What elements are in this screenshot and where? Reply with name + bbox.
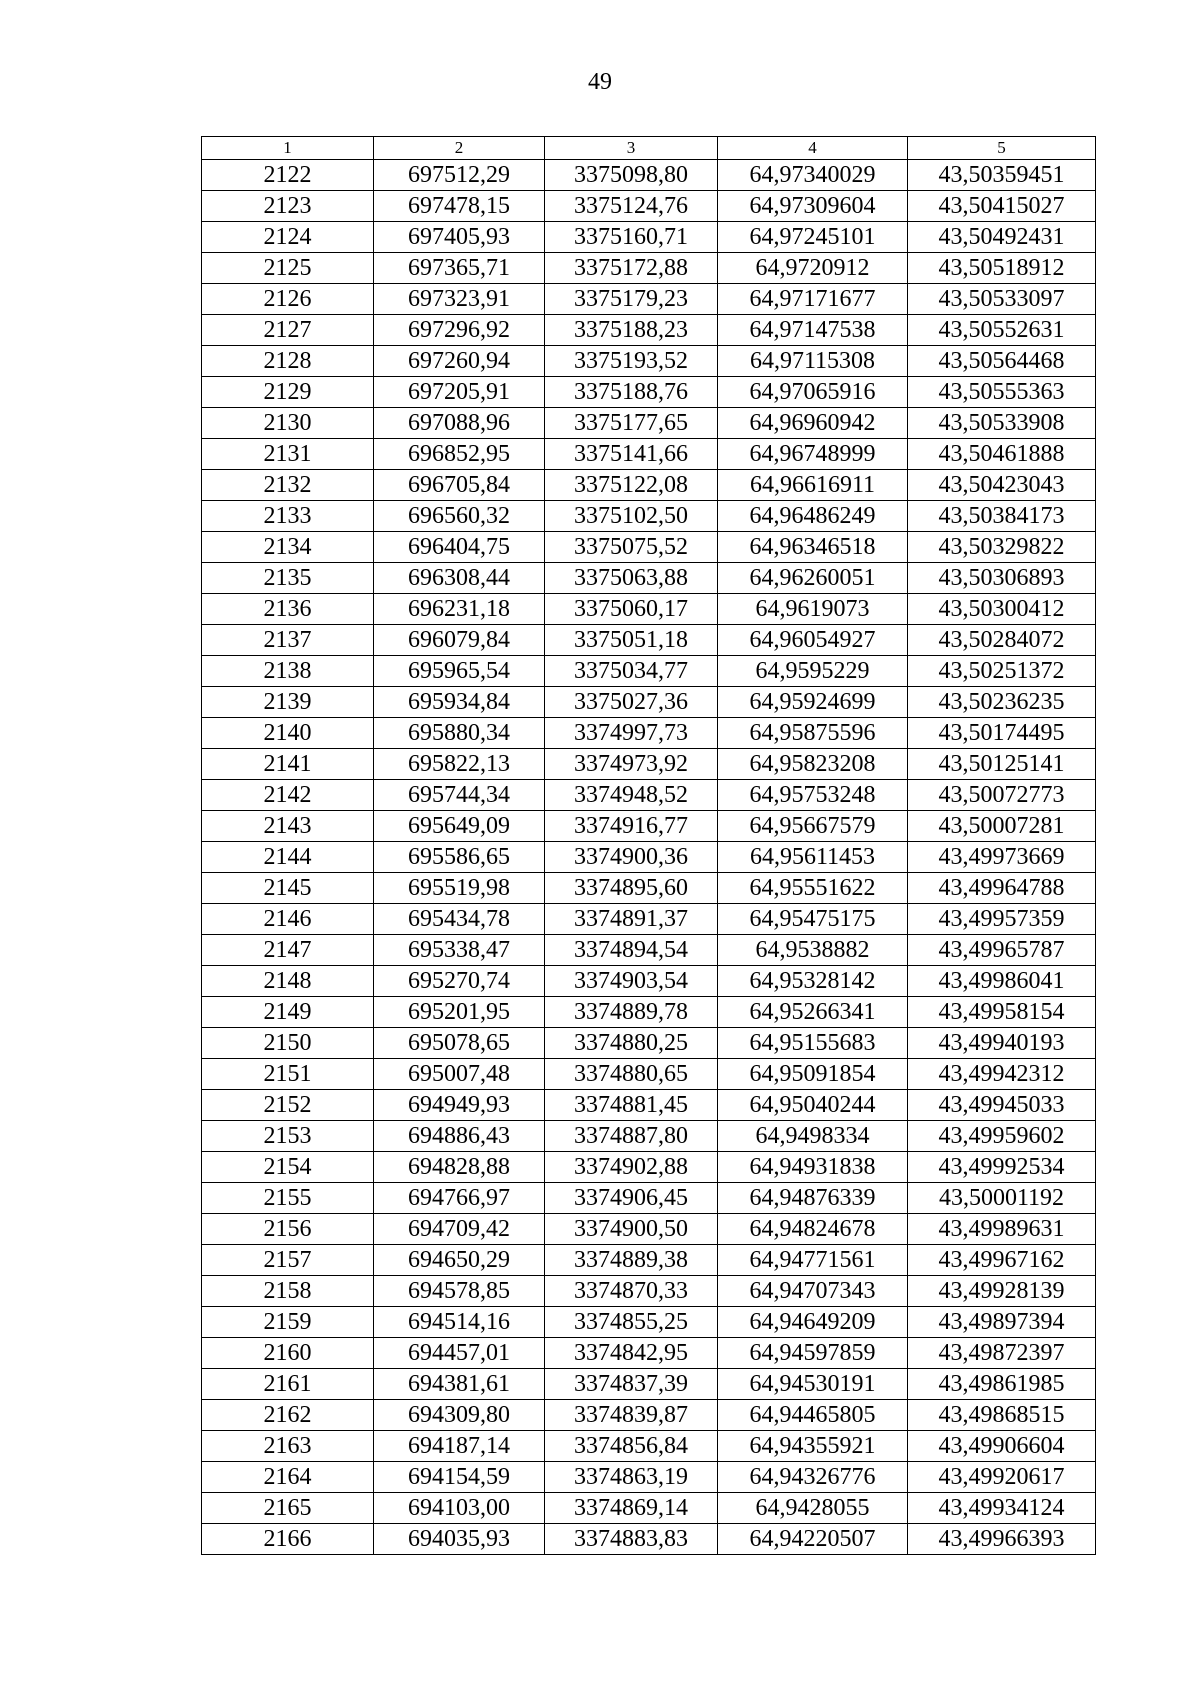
table-cell: 2142 bbox=[202, 780, 374, 811]
table-cell: 3375122,08 bbox=[545, 470, 718, 501]
table-cell: 3374900,50 bbox=[545, 1214, 718, 1245]
column-header: 5 bbox=[908, 137, 1096, 160]
table-cell: 3374883,83 bbox=[545, 1524, 718, 1555]
table-cell: 3375160,71 bbox=[545, 222, 718, 253]
table-cell: 64,9498334 bbox=[718, 1121, 908, 1152]
table-cell: 3374881,45 bbox=[545, 1090, 718, 1121]
table-cell: 2153 bbox=[202, 1121, 374, 1152]
table-row bbox=[202, 1028, 1096, 1059]
table-cell: 3374839,87 bbox=[545, 1400, 718, 1431]
table-cell: 3374902,88 bbox=[545, 1152, 718, 1183]
table-cell: 695965,54 bbox=[374, 656, 545, 687]
table-cell: 43,49934124 bbox=[908, 1493, 1096, 1524]
table-cell: 696308,44 bbox=[374, 563, 545, 594]
table-row bbox=[202, 1462, 1096, 1493]
table-cell: 43,49973669 bbox=[908, 842, 1096, 873]
table-cell: 43,49868515 bbox=[908, 1400, 1096, 1431]
table-row bbox=[202, 501, 1096, 532]
table-cell: 3374869,14 bbox=[545, 1493, 718, 1524]
table-cell: 43,50533097 bbox=[908, 284, 1096, 315]
table-cell: 696079,84 bbox=[374, 625, 545, 656]
table-cell: 2144 bbox=[202, 842, 374, 873]
table-row bbox=[202, 842, 1096, 873]
table-cell: 43,49957359 bbox=[908, 904, 1096, 935]
table-cell: 694457,01 bbox=[374, 1338, 545, 1369]
table-header-row bbox=[202, 137, 1096, 160]
table-cell: 3375179,23 bbox=[545, 284, 718, 315]
table-row bbox=[202, 191, 1096, 222]
table-cell: 64,94824678 bbox=[718, 1214, 908, 1245]
table-cell: 2156 bbox=[202, 1214, 374, 1245]
table-cell: 64,95475175 bbox=[718, 904, 908, 935]
table-cell: 64,9720912 bbox=[718, 253, 908, 284]
table-cell: 3375063,88 bbox=[545, 563, 718, 594]
table-cell: 43,49945033 bbox=[908, 1090, 1096, 1121]
column-header: 2 bbox=[374, 137, 545, 160]
table-cell: 3375141,66 bbox=[545, 439, 718, 470]
table-cell: 64,94355921 bbox=[718, 1431, 908, 1462]
table-cell: 694650,29 bbox=[374, 1245, 545, 1276]
table-cell: 64,95875596 bbox=[718, 718, 908, 749]
table-row bbox=[202, 904, 1096, 935]
table-row bbox=[202, 284, 1096, 315]
table-cell: 695078,65 bbox=[374, 1028, 545, 1059]
table-cell: 3375075,52 bbox=[545, 532, 718, 563]
table-cell: 43,50284072 bbox=[908, 625, 1096, 656]
table-cell: 2139 bbox=[202, 687, 374, 718]
table-cell: 2150 bbox=[202, 1028, 374, 1059]
table-cell: 64,94326776 bbox=[718, 1462, 908, 1493]
table-cell: 694154,59 bbox=[374, 1462, 545, 1493]
table-cell: 64,97115308 bbox=[718, 346, 908, 377]
table-cell: 64,94649209 bbox=[718, 1307, 908, 1338]
table-cell: 694949,93 bbox=[374, 1090, 545, 1121]
table-cell: 695744,34 bbox=[374, 780, 545, 811]
table-cell: 43,50359451 bbox=[908, 160, 1096, 191]
table-cell: 64,94771561 bbox=[718, 1245, 908, 1276]
table-cell: 43,49986041 bbox=[908, 966, 1096, 997]
table-cell: 64,94220507 bbox=[718, 1524, 908, 1555]
table-cell: 64,97147538 bbox=[718, 315, 908, 346]
table-cell: 694381,61 bbox=[374, 1369, 545, 1400]
table-cell: 43,49861985 bbox=[908, 1369, 1096, 1400]
table-cell: 3375060,17 bbox=[545, 594, 718, 625]
table-cell: 694886,43 bbox=[374, 1121, 545, 1152]
table-cell: 695586,65 bbox=[374, 842, 545, 873]
table-body bbox=[202, 160, 1096, 1555]
table-cell: 3375188,23 bbox=[545, 315, 718, 346]
table-cell: 43,49940193 bbox=[908, 1028, 1096, 1059]
table-cell: 64,96960942 bbox=[718, 408, 908, 439]
table-cell: 3374880,25 bbox=[545, 1028, 718, 1059]
table-cell: 43,50329822 bbox=[908, 532, 1096, 563]
table-cell: 2130 bbox=[202, 408, 374, 439]
table-cell: 43,49897394 bbox=[908, 1307, 1096, 1338]
table-cell: 694309,80 bbox=[374, 1400, 545, 1431]
table-cell: 64,95328142 bbox=[718, 966, 908, 997]
table-cell: 694035,93 bbox=[374, 1524, 545, 1555]
table-cell: 3374948,52 bbox=[545, 780, 718, 811]
table-cell: 695270,74 bbox=[374, 966, 545, 997]
table-cell: 64,95266341 bbox=[718, 997, 908, 1028]
table-cell: 3374903,54 bbox=[545, 966, 718, 997]
table-cell: 43,50174495 bbox=[908, 718, 1096, 749]
table-cell: 43,50072773 bbox=[908, 780, 1096, 811]
table-cell: 695338,47 bbox=[374, 935, 545, 966]
table-cell: 2146 bbox=[202, 904, 374, 935]
table-cell: 64,94876339 bbox=[718, 1183, 908, 1214]
table-cell: 2158 bbox=[202, 1276, 374, 1307]
table-row bbox=[202, 222, 1096, 253]
column-header: 4 bbox=[718, 137, 908, 160]
table-row bbox=[202, 1400, 1096, 1431]
table-cell: 694103,00 bbox=[374, 1493, 545, 1524]
table-cell: 3375188,76 bbox=[545, 377, 718, 408]
table-cell: 3374891,37 bbox=[545, 904, 718, 935]
table-row bbox=[202, 1524, 1096, 1555]
table-cell: 64,94931838 bbox=[718, 1152, 908, 1183]
table-cell: 64,94597859 bbox=[718, 1338, 908, 1369]
table-row bbox=[202, 470, 1096, 501]
table-cell: 3374870,33 bbox=[545, 1276, 718, 1307]
table-cell: 2147 bbox=[202, 935, 374, 966]
table-cell: 64,94530191 bbox=[718, 1369, 908, 1400]
table-cell: 43,49992534 bbox=[908, 1152, 1096, 1183]
table-cell: 43,50564468 bbox=[908, 346, 1096, 377]
table-cell: 3374906,45 bbox=[545, 1183, 718, 1214]
table-cell: 697205,91 bbox=[374, 377, 545, 408]
coordinates-table bbox=[201, 136, 1096, 1555]
table-cell: 3374837,39 bbox=[545, 1369, 718, 1400]
table-cell: 2157 bbox=[202, 1245, 374, 1276]
table-cell: 2148 bbox=[202, 966, 374, 997]
table-cell: 2125 bbox=[202, 253, 374, 284]
table-cell: 2160 bbox=[202, 1338, 374, 1369]
table-cell: 2132 bbox=[202, 470, 374, 501]
table-row bbox=[202, 1493, 1096, 1524]
table-cell: 43,50001192 bbox=[908, 1183, 1096, 1214]
table-cell: 696852,95 bbox=[374, 439, 545, 470]
table-cell: 2163 bbox=[202, 1431, 374, 1462]
table-cell: 2126 bbox=[202, 284, 374, 315]
table-cell: 2136 bbox=[202, 594, 374, 625]
table-cell: 43,49872397 bbox=[908, 1338, 1096, 1369]
table-cell: 3374889,78 bbox=[545, 997, 718, 1028]
table-cell: 3374997,73 bbox=[545, 718, 718, 749]
table-cell: 2133 bbox=[202, 501, 374, 532]
table-cell: 2141 bbox=[202, 749, 374, 780]
table-cell: 3374863,19 bbox=[545, 1462, 718, 1493]
table-cell: 64,95823208 bbox=[718, 749, 908, 780]
table-cell: 2159 bbox=[202, 1307, 374, 1338]
table-cell: 695007,48 bbox=[374, 1059, 545, 1090]
table-cell: 43,50552631 bbox=[908, 315, 1096, 346]
table-cell: 3375051,18 bbox=[545, 625, 718, 656]
table-row bbox=[202, 1276, 1096, 1307]
table-cell: 2154 bbox=[202, 1152, 374, 1183]
table-row bbox=[202, 315, 1096, 346]
table-cell: 64,96054927 bbox=[718, 625, 908, 656]
table-cell: 43,50384173 bbox=[908, 501, 1096, 532]
table-cell: 697365,71 bbox=[374, 253, 545, 284]
table-cell: 695822,13 bbox=[374, 749, 545, 780]
table-cell: 43,49967162 bbox=[908, 1245, 1096, 1276]
table-cell: 694766,97 bbox=[374, 1183, 545, 1214]
table-row bbox=[202, 966, 1096, 997]
table-cell: 694578,85 bbox=[374, 1276, 545, 1307]
table-cell: 43,50007281 bbox=[908, 811, 1096, 842]
table-cell: 695880,34 bbox=[374, 718, 545, 749]
table-row bbox=[202, 1059, 1096, 1090]
table-row bbox=[202, 1338, 1096, 1369]
table-cell: 64,97340029 bbox=[718, 160, 908, 191]
table-row bbox=[202, 873, 1096, 904]
table-cell: 2161 bbox=[202, 1369, 374, 1400]
table-cell: 64,96748999 bbox=[718, 439, 908, 470]
table-cell: 2149 bbox=[202, 997, 374, 1028]
table-cell: 3375102,50 bbox=[545, 501, 718, 532]
table-cell: 64,94465805 bbox=[718, 1400, 908, 1431]
table-row bbox=[202, 1431, 1096, 1462]
table-cell: 43,50492431 bbox=[908, 222, 1096, 253]
table-cell: 2134 bbox=[202, 532, 374, 563]
table-cell: 64,97245101 bbox=[718, 222, 908, 253]
table-cell: 43,50518912 bbox=[908, 253, 1096, 284]
table-row bbox=[202, 439, 1096, 470]
table-row bbox=[202, 408, 1096, 439]
table-row bbox=[202, 346, 1096, 377]
table-cell: 3374900,36 bbox=[545, 842, 718, 873]
column-header: 3 bbox=[545, 137, 718, 160]
table-cell: 43,50415027 bbox=[908, 191, 1096, 222]
table-cell: 2151 bbox=[202, 1059, 374, 1090]
table-cell: 64,9619073 bbox=[718, 594, 908, 625]
table-row bbox=[202, 1152, 1096, 1183]
table-row bbox=[202, 563, 1096, 594]
table-cell: 3374880,65 bbox=[545, 1059, 718, 1090]
table-cell: 64,95155683 bbox=[718, 1028, 908, 1059]
table-row bbox=[202, 1214, 1096, 1245]
table-cell: 2138 bbox=[202, 656, 374, 687]
table-cell: 64,97065916 bbox=[718, 377, 908, 408]
table-cell: 2131 bbox=[202, 439, 374, 470]
table-cell: 2166 bbox=[202, 1524, 374, 1555]
table-cell: 43,50125141 bbox=[908, 749, 1096, 780]
table-cell: 697405,93 bbox=[374, 222, 545, 253]
table-cell: 696404,75 bbox=[374, 532, 545, 563]
table-cell: 64,95667579 bbox=[718, 811, 908, 842]
table-cell: 3375098,80 bbox=[545, 160, 718, 191]
table-cell: 64,95040244 bbox=[718, 1090, 908, 1121]
table-row bbox=[202, 377, 1096, 408]
table-cell: 43,49906604 bbox=[908, 1431, 1096, 1462]
table-cell: 2143 bbox=[202, 811, 374, 842]
table-cell: 64,95924699 bbox=[718, 687, 908, 718]
table-cell: 43,50251372 bbox=[908, 656, 1096, 687]
table-cell: 3374894,54 bbox=[545, 935, 718, 966]
table-cell: 43,49965787 bbox=[908, 935, 1096, 966]
table-cell: 43,50300412 bbox=[908, 594, 1096, 625]
table-cell: 2155 bbox=[202, 1183, 374, 1214]
table-cell: 2140 bbox=[202, 718, 374, 749]
table-cell: 3375172,88 bbox=[545, 253, 718, 284]
table-cell: 3375034,77 bbox=[545, 656, 718, 687]
table-cell: 697296,92 bbox=[374, 315, 545, 346]
table-cell: 694187,14 bbox=[374, 1431, 545, 1462]
table-row bbox=[202, 997, 1096, 1028]
table-cell: 695934,84 bbox=[374, 687, 545, 718]
table-cell: 64,96616911 bbox=[718, 470, 908, 501]
table-header bbox=[202, 137, 1096, 160]
table-cell: 697512,29 bbox=[374, 160, 545, 191]
table-cell: 3374842,95 bbox=[545, 1338, 718, 1369]
table-cell: 64,95551622 bbox=[718, 873, 908, 904]
table-cell: 695434,78 bbox=[374, 904, 545, 935]
table-row bbox=[202, 594, 1096, 625]
table-cell: 2162 bbox=[202, 1400, 374, 1431]
table-row bbox=[202, 780, 1096, 811]
table-cell: 64,9428055 bbox=[718, 1493, 908, 1524]
column-header: 1 bbox=[202, 137, 374, 160]
table-row bbox=[202, 1090, 1096, 1121]
table-cell: 2135 bbox=[202, 563, 374, 594]
table-cell: 43,49966393 bbox=[908, 1524, 1096, 1555]
table-cell: 2124 bbox=[202, 222, 374, 253]
table-cell: 64,9538882 bbox=[718, 935, 908, 966]
table-cell: 64,96346518 bbox=[718, 532, 908, 563]
table-row bbox=[202, 532, 1096, 563]
table-cell: 696560,32 bbox=[374, 501, 545, 532]
table-cell: 43,49942312 bbox=[908, 1059, 1096, 1090]
table-cell: 697478,15 bbox=[374, 191, 545, 222]
table-cell: 695201,95 bbox=[374, 997, 545, 1028]
table-cell: 694514,16 bbox=[374, 1307, 545, 1338]
table-cell: 696231,18 bbox=[374, 594, 545, 625]
table-cell: 3374916,77 bbox=[545, 811, 718, 842]
table-cell: 3374895,60 bbox=[545, 873, 718, 904]
table-row bbox=[202, 935, 1096, 966]
table-cell: 3374887,80 bbox=[545, 1121, 718, 1152]
table-cell: 43,50236235 bbox=[908, 687, 1096, 718]
table-cell: 43,49928139 bbox=[908, 1276, 1096, 1307]
table-row bbox=[202, 1307, 1096, 1338]
table-cell: 64,97171677 bbox=[718, 284, 908, 315]
table-cell: 43,50423043 bbox=[908, 470, 1096, 501]
table-cell: 3375124,76 bbox=[545, 191, 718, 222]
table-cell: 2127 bbox=[202, 315, 374, 346]
table-row bbox=[202, 718, 1096, 749]
table-cell: 64,96260051 bbox=[718, 563, 908, 594]
table-cell: 2128 bbox=[202, 346, 374, 377]
table-cell: 3375177,65 bbox=[545, 408, 718, 439]
table-row bbox=[202, 687, 1096, 718]
table-cell: 64,97309604 bbox=[718, 191, 908, 222]
table-row bbox=[202, 1369, 1096, 1400]
table-cell: 43,49989631 bbox=[908, 1214, 1096, 1245]
table-cell: 43,50461888 bbox=[908, 439, 1096, 470]
table-cell: 3375193,52 bbox=[545, 346, 718, 377]
table-cell: 697323,91 bbox=[374, 284, 545, 315]
table-cell: 43,49959602 bbox=[908, 1121, 1096, 1152]
table-cell: 694709,42 bbox=[374, 1214, 545, 1245]
table-cell: 695519,98 bbox=[374, 873, 545, 904]
table-cell: 64,96486249 bbox=[718, 501, 908, 532]
table-cell: 3375027,36 bbox=[545, 687, 718, 718]
table-cell: 43,49958154 bbox=[908, 997, 1096, 1028]
table-cell: 64,94707343 bbox=[718, 1276, 908, 1307]
table-cell: 2129 bbox=[202, 377, 374, 408]
table-row bbox=[202, 160, 1096, 191]
table-row bbox=[202, 1183, 1096, 1214]
table-cell: 3374855,25 bbox=[545, 1307, 718, 1338]
table-cell: 43,49964788 bbox=[908, 873, 1096, 904]
table-cell: 2122 bbox=[202, 160, 374, 191]
table-cell: 3374889,38 bbox=[545, 1245, 718, 1276]
table-row bbox=[202, 1245, 1096, 1276]
table-cell: 697088,96 bbox=[374, 408, 545, 439]
table-cell: 2164 bbox=[202, 1462, 374, 1493]
table-cell: 694828,88 bbox=[374, 1152, 545, 1183]
table-cell: 64,95753248 bbox=[718, 780, 908, 811]
table-cell: 695649,09 bbox=[374, 811, 545, 842]
table-row bbox=[202, 625, 1096, 656]
table-cell: 2145 bbox=[202, 873, 374, 904]
table-cell: 43,50306893 bbox=[908, 563, 1096, 594]
table-cell: 64,9595229 bbox=[718, 656, 908, 687]
table-cell: 3374973,92 bbox=[545, 749, 718, 780]
table-cell: 2165 bbox=[202, 1493, 374, 1524]
table-cell: 2137 bbox=[202, 625, 374, 656]
table-row bbox=[202, 253, 1096, 284]
table-cell: 64,95091854 bbox=[718, 1059, 908, 1090]
table-cell: 43,49920617 bbox=[908, 1462, 1096, 1493]
table-row bbox=[202, 749, 1096, 780]
table-cell: 64,95611453 bbox=[718, 842, 908, 873]
page-number: 49 bbox=[588, 69, 612, 95]
table-cell: 697260,94 bbox=[374, 346, 545, 377]
table-cell: 2152 bbox=[202, 1090, 374, 1121]
table-cell: 696705,84 bbox=[374, 470, 545, 501]
table-row bbox=[202, 656, 1096, 687]
table-cell: 2123 bbox=[202, 191, 374, 222]
table-row bbox=[202, 811, 1096, 842]
table-cell: 3374856,84 bbox=[545, 1431, 718, 1462]
table-cell: 43,50533908 bbox=[908, 408, 1096, 439]
table-cell: 43,50555363 bbox=[908, 377, 1096, 408]
table-row bbox=[202, 1121, 1096, 1152]
